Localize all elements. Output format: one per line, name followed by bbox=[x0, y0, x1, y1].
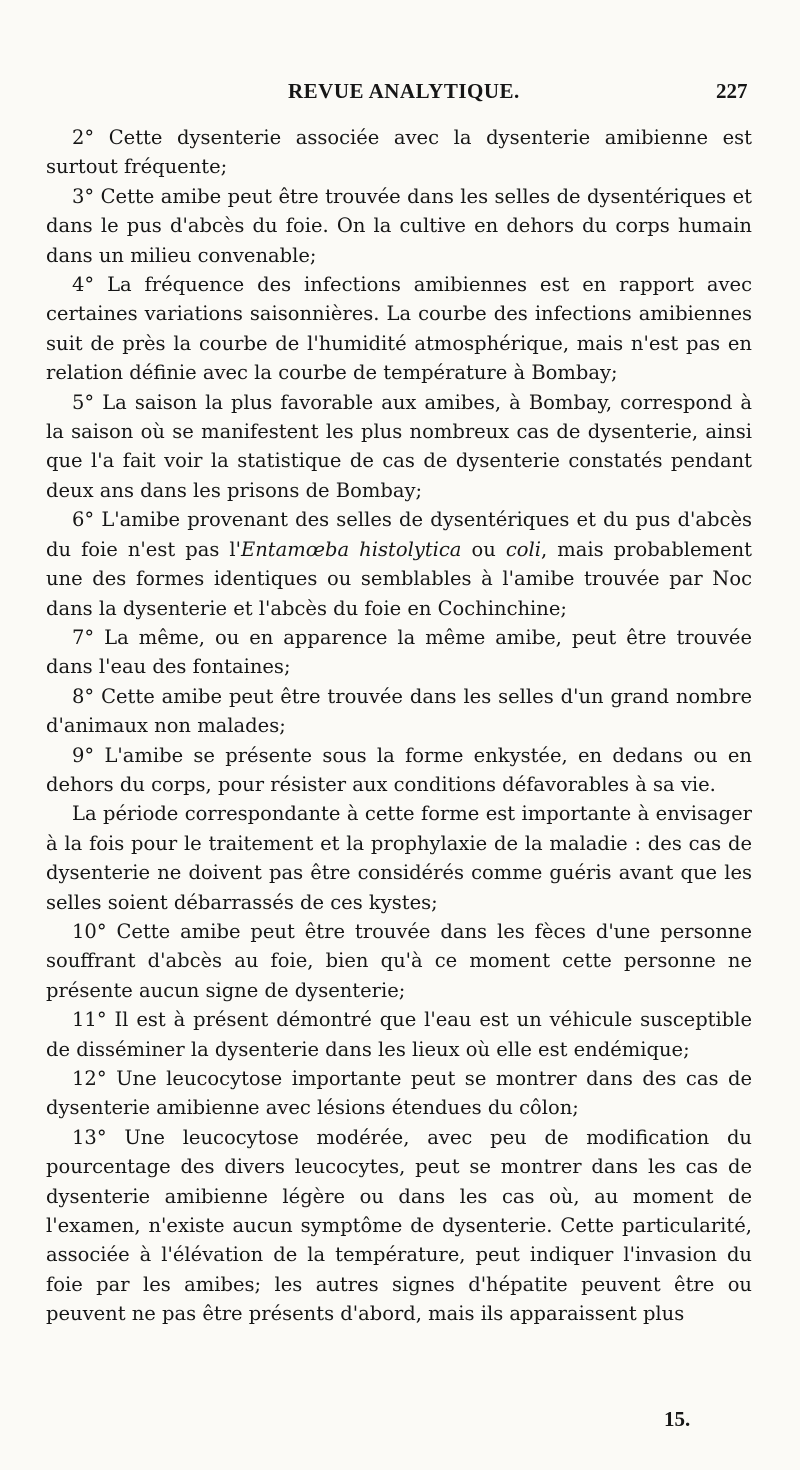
paragraph-text: Cette amibe peut être trouvée dans les selles d'un grand nombre d'animaux non malades; bbox=[46, 684, 752, 738]
item-number: 12° bbox=[72, 1067, 107, 1090]
item-number: 13° bbox=[72, 1125, 107, 1149]
item-number: 7° bbox=[72, 625, 95, 649]
paragraph-item-5 bbox=[46, 388, 752, 506]
item-number: 6° bbox=[72, 508, 95, 532]
paragraph-text: La fréquence des infections amibiennes est en rapport avec certaines variations saisonnières. La courbe des infections amibiennes suit de près la courbe de l'humidité atmosphérique, mais n'est pas en relation définie avec la courbe de température à Bombay; bbox=[46, 273, 752, 385]
paragraph-item-12 bbox=[46, 1064, 752, 1123]
paragraph-text: Il est à présent démontré que l'eau est un véhicule susceptible de disséminer la dysenterie dans les lieux où elle est endémique; bbox=[46, 1008, 753, 1061]
paragraph-item-10 bbox=[46, 917, 752, 1005]
paragraph-text-after: , mais probablement une des formes identiques ou semblables à l'amibe trouvée par Noc dans la dysenterie et l'abcès du foie en Cochinchine; bbox=[46, 537, 752, 620]
item-number: 8° bbox=[72, 684, 95, 708]
paragraph-item-9 bbox=[46, 741, 752, 800]
species-name-italic: coli bbox=[505, 537, 541, 561]
item-number: 3° bbox=[72, 184, 95, 208]
paragraph-text-before: L'amibe provenant des selles de dysentériques et du pus d'abcès du foie n'est pas l' bbox=[46, 508, 752, 561]
paragraph-text: La saison la plus favorable aux amibes, à Bombay, correspond à la saison où se manifestent les plus nombreux cas de dysenterie, ainsi que l'a fait voir la statistique de cas de dysenterie constatés pendant deux ans dans les prisons de Bombay; bbox=[46, 390, 752, 502]
paragraph-item-2 bbox=[46, 123, 752, 182]
signature-mark: 15. bbox=[664, 1407, 691, 1431]
running-title: REVUE ANALYTIQUE. bbox=[288, 79, 520, 103]
item-number: 11° bbox=[72, 1008, 107, 1032]
paragraph-item-7 bbox=[46, 623, 752, 682]
paragraph-item-13 bbox=[46, 1123, 752, 1329]
paragraph-text: L'amibe se présente sous la forme enkystée, en dedans ou en dehors du corps, pour résister aux conditions défavorables à sa vie. bbox=[46, 743, 752, 796]
article-body bbox=[46, 123, 752, 1329]
item-number: 5° bbox=[72, 390, 95, 414]
paragraph-text: La période correspondante à cette forme est importante à envisager à la fois pour le traitement et la prophylaxie de la maladie : des cas de dysenterie ne doivent pas être considérés comme guéris avant que les selles soient débarrassés de ces kystes; bbox=[46, 802, 752, 914]
item-number: 4° bbox=[72, 273, 95, 297]
item-number: 10° bbox=[72, 919, 107, 943]
item-number: 2° bbox=[72, 126, 95, 149]
paragraph-item-8 bbox=[46, 682, 752, 741]
paragraph-text: Cette dysenterie associée avec la dysenterie amibienne est surtout fréquente; bbox=[46, 126, 752, 179]
paragraph-text: Une leucocytose modérée, avec peu de modification du pourcentage des divers leucocytes, peut se montrer dans les cas de dysenterie amibienne légère ou dans les cas où, au moment de l'examen, n'existe aucun symptôme de dysenterie. Cette particularité, associée à l'élévation de la température, peut indiquer l'invasion du foie par les amibes; les autres signes d'hépatite peuvent être ou peuvent ne pas être présents d'abord, mais ils apparaissent plus bbox=[46, 1125, 752, 1326]
paragraph-text: Une leucocytose importante peut se montrer dans des cas de dysenterie amibienne avec lésions étendues du côlon; bbox=[46, 1067, 752, 1120]
species-name-italic: Entamœba histolytica bbox=[241, 537, 462, 561]
paragraph-continuation bbox=[46, 799, 752, 917]
paragraph-text-middle: ou bbox=[461, 537, 506, 561]
page-number: 227 bbox=[716, 79, 748, 103]
item-number: 9° bbox=[72, 743, 95, 767]
paragraph-item-4 bbox=[46, 270, 752, 388]
paragraph-item-3 bbox=[46, 182, 752, 270]
paragraph-text: Cette amibe peut être trouvée dans les fèces d'une personne souffrant d'abcès au foie, bien qu'à ce moment cette personne ne présente aucun signe de dysenterie; bbox=[46, 919, 753, 1002]
paragraph-text: Cette amibe peut être trouvée dans les selles de dysentériques et dans le pus d'abcès du foie. On la cultive en dehors du corps humain dans un milieu convenable; bbox=[46, 184, 753, 267]
paragraph-item-6 bbox=[46, 505, 752, 623]
paragraph-item-11 bbox=[46, 1005, 752, 1064]
paragraph-text: La même, ou en apparence la même amibe, peut être trouvée dans l'eau des fontaines; bbox=[46, 625, 752, 679]
